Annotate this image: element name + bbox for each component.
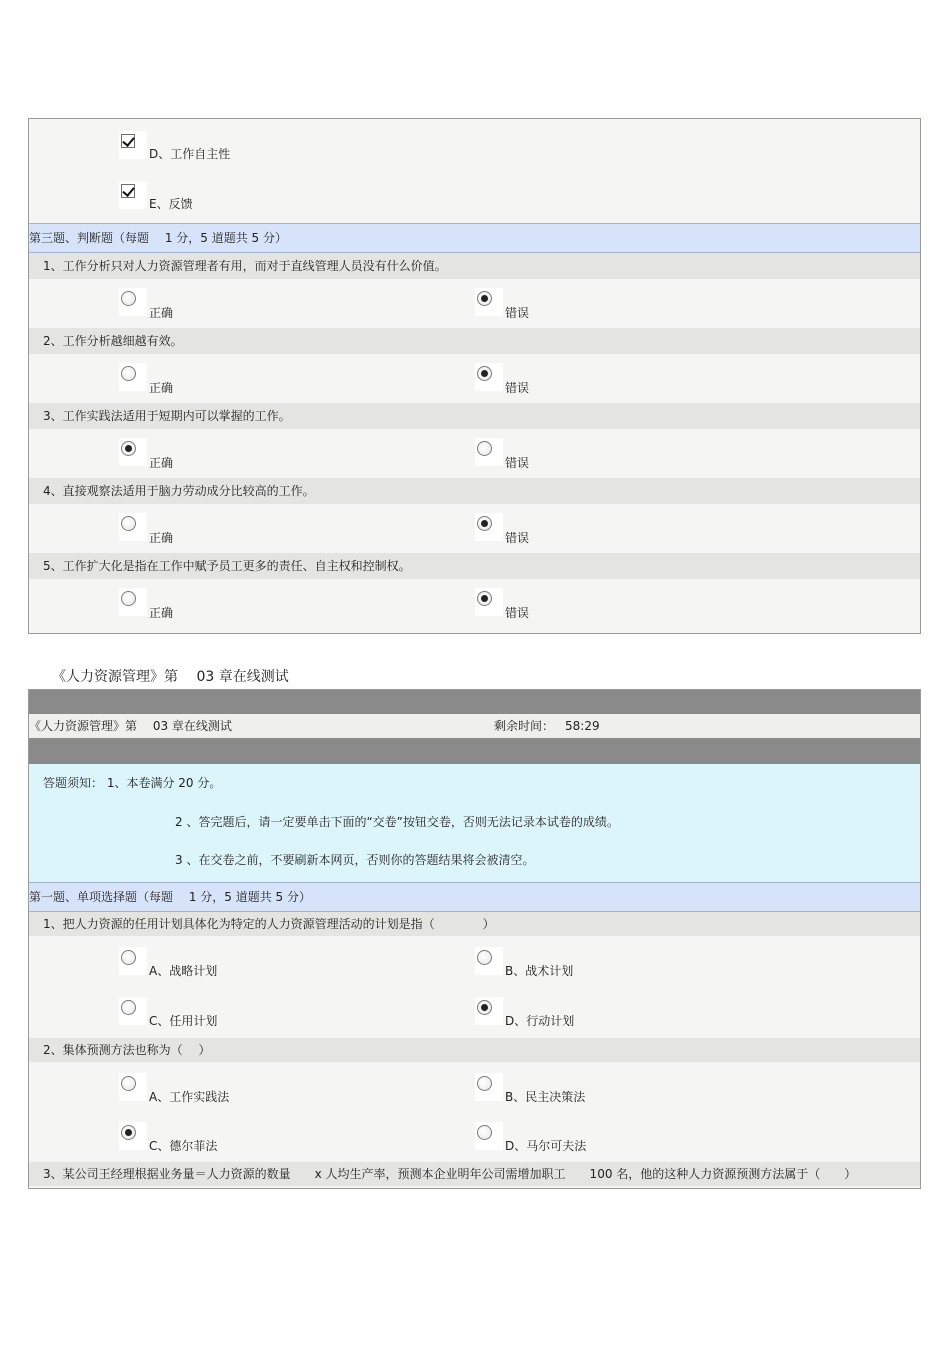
option-row-e (29, 169, 920, 223)
q1-radio-b[interactable] (477, 950, 492, 965)
tf-question-4-options (29, 504, 920, 553)
q2-radio-a[interactable] (121, 1076, 136, 1091)
checkbox-e[interactable] (121, 184, 135, 198)
tf-question-1: 1、工作分析只对人力资源管理者有用，而对于直线管理人员没有什么价值。 (29, 253, 920, 279)
tf-question-2-options (29, 354, 920, 403)
question-1: 1、把人力资源的任用计划具体化为特定的人力资源管理活动的计划是指（ ） (29, 912, 920, 936)
q2-radio-c[interactable] (121, 1125, 136, 1140)
q1-option-b-label: B、战术计划 (505, 964, 574, 978)
section-header-judgement: 第三题、判断题（每题 1 分，5 道题共 5 分） (29, 223, 920, 253)
question-3: 3、某公司王经理根据业务量＝人力资源的数量 x 人均生产率，预测本企业明年公司需增加职工 100 名，他的这种人力资源预测方法属于（ ） (29, 1162, 920, 1186)
q2-option-d-label: D、马尔可夫法 (505, 1139, 587, 1153)
question-2: 2、集体预测方法也称为（ ） (29, 1038, 920, 1062)
header-bar-top (29, 690, 920, 714)
q2-option-b-label: B、民主决策法 (505, 1090, 586, 1104)
tf-q4-radio-false[interactable] (477, 516, 492, 531)
tf-q2-option-true-label: 正确 (149, 381, 174, 395)
tf-question-4: 4、直接观察法适用于脑力劳动成分比较高的工作。 (29, 478, 920, 504)
q2-radio-b[interactable] (477, 1076, 492, 1091)
option-row-d (29, 119, 920, 169)
timer-label: 剩余时间： (494, 719, 555, 733)
tf-q4-option-false-label: 错误 (505, 531, 530, 545)
quiz-block-current (28, 689, 921, 1189)
option-e-label: E、反馈 (149, 197, 193, 211)
section-header-single-choice: 第一题、单项选择题（每题 1 分，5 道题共 5 分） (29, 882, 920, 912)
tf-question-5: 5、工作扩大化是指在工作中赋予员工更多的责任、自主权和控制权。 (29, 553, 920, 579)
q1-option-a-label: A、战略计划 (149, 964, 218, 978)
tf-q4-option-true-label: 正确 (149, 531, 174, 545)
q1-radio-d[interactable] (477, 1000, 492, 1015)
tf-q5-option-true-label: 正确 (149, 606, 174, 620)
tf-q1-option-false-label: 错误 (505, 306, 530, 320)
question-1-options (29, 936, 920, 1038)
checkbox-d[interactable] (121, 134, 135, 148)
tf-q5-radio-false[interactable] (477, 591, 492, 606)
tf-q2-radio-false[interactable] (477, 366, 492, 381)
tf-q3-radio-true[interactable] (121, 441, 136, 456)
tf-question-2: 2、工作分析越细越有效。 (29, 328, 920, 354)
tf-q3-radio-false[interactable] (477, 441, 492, 456)
tf-question-3-options (29, 429, 920, 478)
tf-q2-radio-true[interactable] (121, 366, 136, 381)
q2-option-c-label: C、德尔菲法 (149, 1139, 218, 1153)
header-bar-bottom (29, 738, 920, 764)
q1-radio-a[interactable] (121, 950, 136, 965)
notice-panel (29, 764, 920, 882)
page-title: 《人力资源管理》第 03 章在线测试 (52, 669, 289, 685)
notice-line-2: 2 、答完题后，请一定要单击下面的“交卷”按钮交卷，否则无法记录本试卷的成绩。 (175, 815, 619, 829)
tf-q2-option-false-label: 错误 (505, 381, 530, 395)
notice-line-3: 3 、在交卷之前，不要刷新本网页，否则你的答题结果将会被清空。 (175, 853, 535, 867)
timer-value: 58:29 (565, 719, 600, 733)
q1-option-d-label: D、行动计划 (505, 1014, 575, 1028)
q2-radio-d[interactable] (477, 1125, 492, 1140)
tf-q4-radio-true[interactable] (121, 516, 136, 531)
tf-q3-option-true-label: 正确 (149, 456, 174, 470)
tf-question-1-options (29, 279, 920, 328)
q1-option-c-label: C、任用计划 (149, 1014, 218, 1028)
tf-q5-radio-true[interactable] (121, 591, 136, 606)
tf-q1-option-true-label: 正确 (149, 306, 174, 320)
tf-question-5-options (29, 579, 920, 631)
option-d-label: D、工作自主性 (149, 147, 231, 161)
tf-q1-radio-true[interactable] (121, 291, 136, 306)
q2-option-a-label: A、工作实践法 (149, 1090, 230, 1104)
q1-radio-c[interactable] (121, 1000, 136, 1015)
tf-q1-radio-false[interactable] (477, 291, 492, 306)
tf-question-3: 3、工作实践法适用于短期内可以掌握的工作。 (29, 403, 920, 429)
tf-q5-option-false-label: 错误 (505, 606, 530, 620)
quiz-header (29, 714, 920, 738)
question-2-options (29, 1062, 920, 1162)
tf-q3-option-false-label: 错误 (505, 456, 530, 470)
quiz-title: 《人力资源管理》第 03 章在线测试 (29, 719, 232, 733)
notice-line-1: 答题须知： 1、本卷满分 20 分。 (43, 776, 222, 790)
quiz-block-previous (28, 118, 921, 634)
